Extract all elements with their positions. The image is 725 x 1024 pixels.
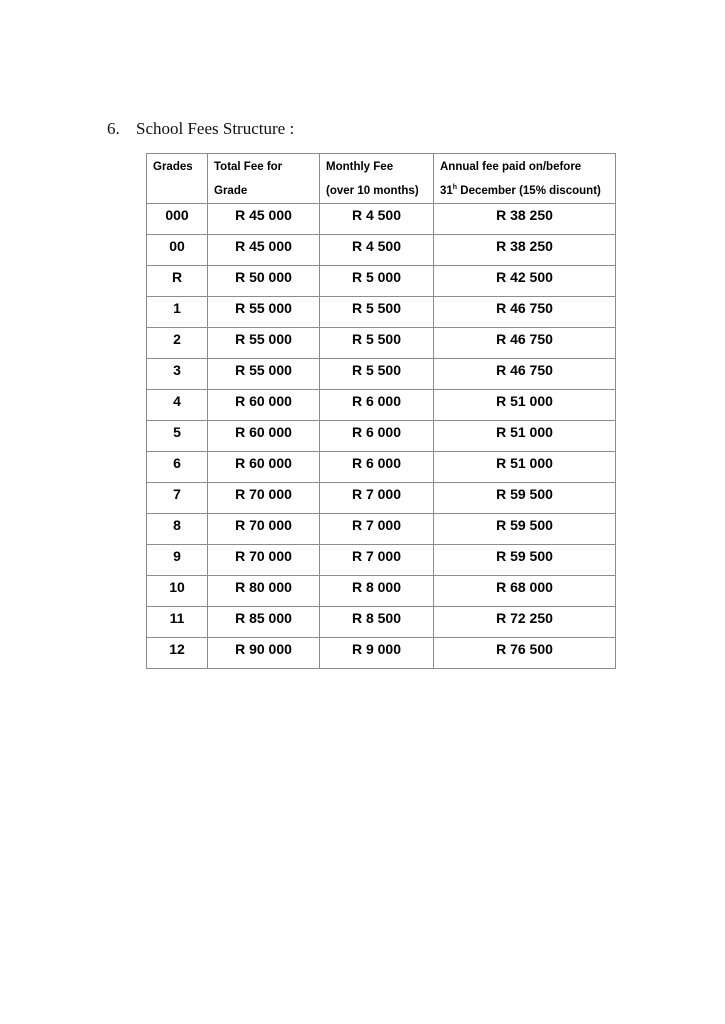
cell-monthly: R 5 500	[320, 328, 434, 359]
cell-annual: R 38 250	[434, 235, 616, 266]
table-row	[147, 297, 616, 328]
cell-monthly: R 6 000	[320, 421, 434, 452]
table-row	[147, 359, 616, 390]
cell-grade: 9	[147, 545, 208, 576]
cell-grade: 3	[147, 359, 208, 390]
cell-annual: R 51 000	[434, 390, 616, 421]
table-body	[147, 204, 616, 669]
cell-grade: 7	[147, 483, 208, 514]
cell-annual: R 46 750	[434, 328, 616, 359]
table-row	[147, 328, 616, 359]
table-row	[147, 390, 616, 421]
table-row	[147, 576, 616, 607]
table-row	[147, 266, 616, 297]
cell-grade: 11	[147, 607, 208, 638]
cell-annual: R 59 500	[434, 514, 616, 545]
section-title: School Fees Structure :	[136, 119, 295, 138]
cell-grade: 000	[147, 204, 208, 235]
cell-grade: 12	[147, 638, 208, 669]
cell-annual: R 51 000	[434, 421, 616, 452]
table-header-row	[147, 154, 616, 204]
cell-annual: R 68 000	[434, 576, 616, 607]
cell-grade: 00	[147, 235, 208, 266]
cell-annual: R 59 500	[434, 483, 616, 514]
table-row	[147, 514, 616, 545]
cell-total: R 50 000	[208, 266, 320, 297]
cell-grade: 4	[147, 390, 208, 421]
cell-total: R 55 000	[208, 328, 320, 359]
cell-monthly: R 6 000	[320, 452, 434, 483]
cell-total: R 70 000	[208, 483, 320, 514]
table-row	[147, 235, 616, 266]
cell-monthly: R 7 000	[320, 483, 434, 514]
cell-grade: R	[147, 266, 208, 297]
cell-monthly: R 4 500	[320, 204, 434, 235]
cell-total: R 70 000	[208, 545, 320, 576]
cell-grade: 5	[147, 421, 208, 452]
table-row	[147, 421, 616, 452]
cell-total: R 85 000	[208, 607, 320, 638]
cell-total: R 45 000	[208, 204, 320, 235]
cell-total: R 60 000	[208, 421, 320, 452]
cell-monthly: R 8 000	[320, 576, 434, 607]
table-row	[147, 545, 616, 576]
cell-annual: R 76 500	[434, 638, 616, 669]
table-row	[147, 204, 616, 235]
cell-grade: 2	[147, 328, 208, 359]
cell-grade: 6	[147, 452, 208, 483]
cell-annual: R 46 750	[434, 359, 616, 390]
cell-monthly: R 9 000	[320, 638, 434, 669]
cell-monthly: R 5 500	[320, 297, 434, 328]
table-row	[147, 607, 616, 638]
header-monthly-fee: Monthly Fee (over 10 months)	[320, 154, 434, 204]
table-row	[147, 638, 616, 669]
header-grades: Grades	[147, 154, 208, 204]
table-row	[147, 483, 616, 514]
header-total-fee: Total Fee for Grade	[208, 154, 320, 204]
cell-monthly: R 5 500	[320, 359, 434, 390]
cell-total: R 60 000	[208, 452, 320, 483]
cell-total: R 80 000	[208, 576, 320, 607]
cell-grade: 10	[147, 576, 208, 607]
cell-grade: 1	[147, 297, 208, 328]
cell-grade: 8	[147, 514, 208, 545]
cell-total: R 55 000	[208, 359, 320, 390]
cell-annual: R 51 000	[434, 452, 616, 483]
cell-monthly: R 7 000	[320, 545, 434, 576]
cell-total: R 45 000	[208, 235, 320, 266]
cell-total: R 60 000	[208, 390, 320, 421]
cell-annual: R 42 500	[434, 266, 616, 297]
cell-total: R 55 000	[208, 297, 320, 328]
section-number: 6.	[107, 119, 120, 138]
cell-annual: R 72 250	[434, 607, 616, 638]
cell-total: R 70 000	[208, 514, 320, 545]
cell-monthly: R 4 500	[320, 235, 434, 266]
cell-annual: R 38 250	[434, 204, 616, 235]
cell-annual: R 59 500	[434, 545, 616, 576]
section-heading	[107, 119, 294, 139]
cell-total: R 90 000	[208, 638, 320, 669]
school-fees-table	[146, 153, 616, 669]
cell-monthly: R 8 500	[320, 607, 434, 638]
header-annual-fee: Annual fee paid on/before 31$^h$ December (15% discount)	[434, 154, 616, 204]
cell-monthly: R 6 000	[320, 390, 434, 421]
cell-monthly: R 7 000	[320, 514, 434, 545]
cell-monthly: R 5 000	[320, 266, 434, 297]
table-row	[147, 452, 616, 483]
cell-annual: R 46 750	[434, 297, 616, 328]
